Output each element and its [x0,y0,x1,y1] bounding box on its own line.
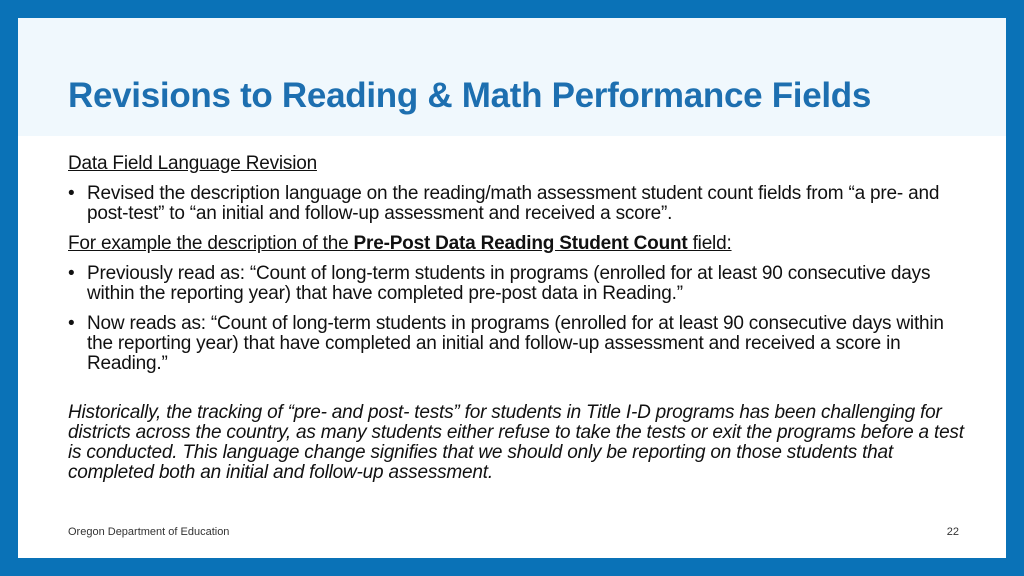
section-heading: Data Field Language Revision [68,153,317,174]
slide [18,18,1006,558]
bullet-previous [68,264,968,304]
bullet-dot: • [68,263,75,284]
bullet-now [68,314,968,374]
bullet-dot: • [68,313,75,334]
field-name: Pre-Post Data Reading Student Count [353,233,688,254]
page-number: 22 [946,526,959,538]
slide-content [68,154,968,502]
slide-title: Revisions to Reading & Math Performance Fields [68,76,872,115]
bullet-revision [68,184,968,224]
bullet-text: Now reads as: “Count of long-term students in programs (enrolled for at least 90 consecutive days within the reporting year) that have completed an initial and follow-up assessment and received a score in Reading.” [87,313,944,374]
example-intro-suffix: field: [687,233,732,254]
closing-paragraph: Historically, the tracking of “pre- and post- tests” for students in Title I-D programs has been challenging for districts across the country, as many students either refuse to take the tests or exit the programs before a test is conducted. This language change signifies that we should only be reporting on those students that completed both an initial and follow-up assessment. [68,402,964,483]
example-intro-prefix: For example the description of the [68,233,354,254]
footer-organization: Oregon Department of Education [68,526,230,538]
bullet-text: Revised the description language on the reading/math assessment student count fields from “a pre- and post-test” to “an initial and follow-up assessment and received a score”. [87,183,940,224]
bullet-dot: • [68,183,75,204]
example-intro [68,234,968,254]
bullet-text: Previously read as: “Count of long-term students in programs (enrolled for at least 90 consecutive days within the reporting year) that have completed pre-post data in Reading.” [87,263,931,304]
